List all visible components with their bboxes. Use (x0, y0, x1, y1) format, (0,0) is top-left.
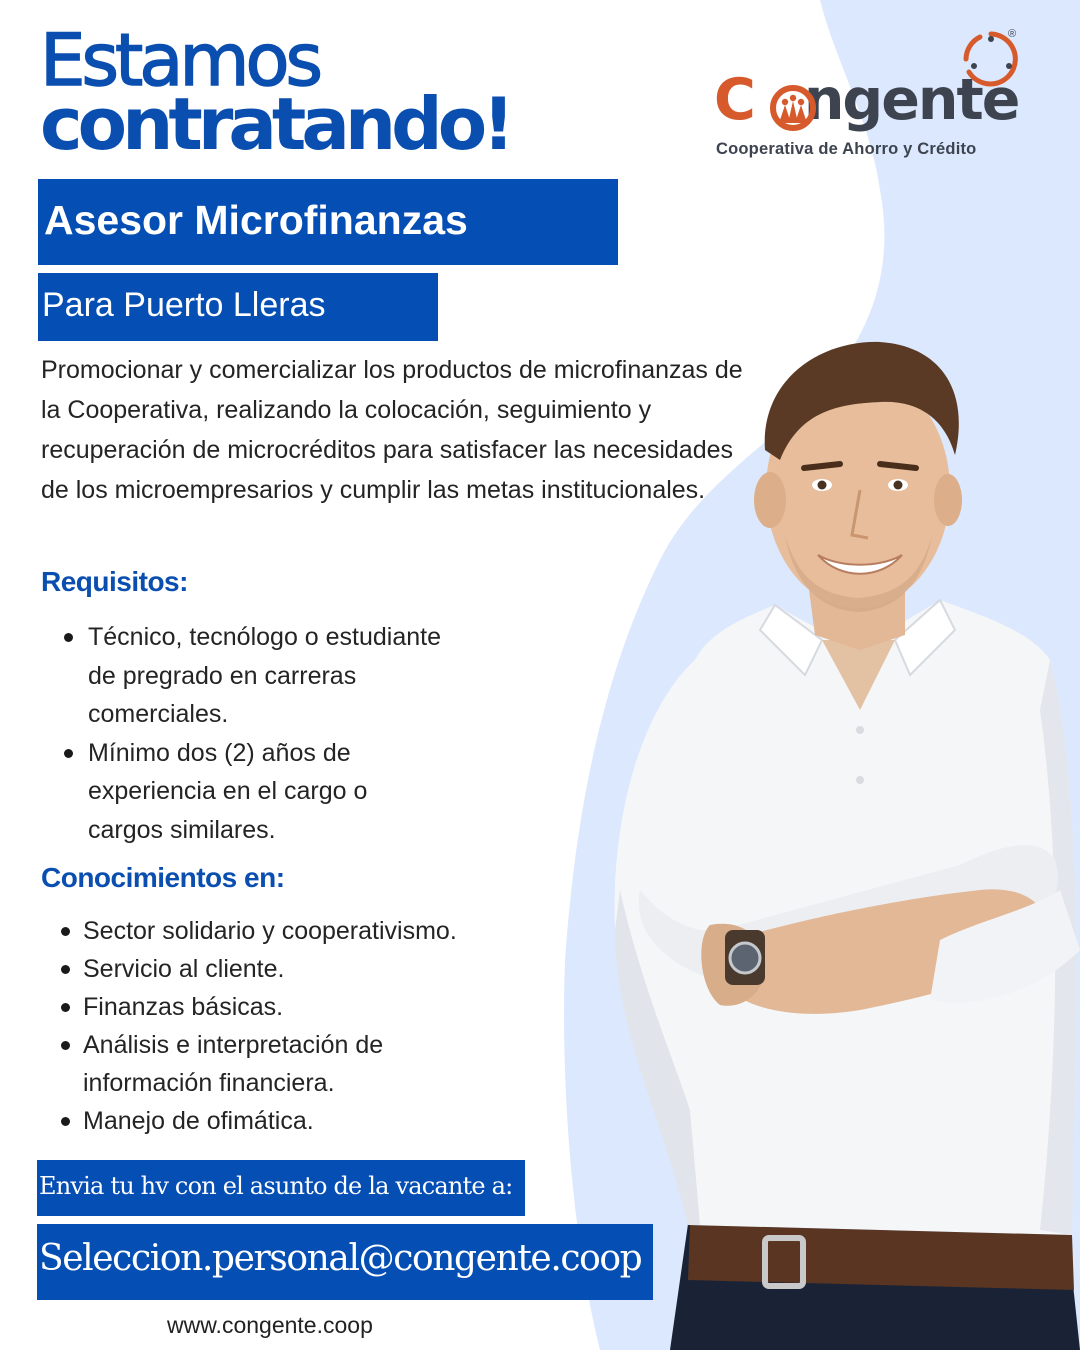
requirements-title: Requisitos: (41, 566, 188, 597)
location-label: Para Puerto Lleras (38, 273, 438, 341)
headline-line-2: contratando! (40, 82, 511, 166)
list-item: Técnico, tecnólogo o estudiante de pregrado en carreras comerciales. (88, 618, 448, 734)
list-item: Manejo de ofimática. (83, 1102, 503, 1140)
list-item: Servicio al cliente. (83, 950, 503, 988)
knowledge-title: Conocimientos en: (41, 862, 285, 893)
list-item: Análisis e interpretación de información financiera. (83, 1026, 503, 1102)
send-instructions: Envia tu hv con el asunto de la vacante a: (37, 1160, 525, 1216)
contact-email[interactable]: Seleccion.personal@congente.coop (37, 1224, 653, 1300)
list-item: Sector solidario y cooperativismo. (83, 912, 503, 950)
logo-name-rest: ngente (803, 67, 1019, 133)
role-title: Asesor Microfinanzas (38, 179, 618, 265)
job-description: Promocionar y comercializar los productos de microfinanzas de la Cooperativa, realizando la colocación, seguimiento y recuperación de microcréditos para satisfacer las necesidades de los microempresarios y cumplir las metas institucionales. (41, 356, 743, 504)
logo-wordmark (714, 68, 1018, 132)
company-logo (712, 28, 1032, 168)
website-link[interactable]: www.congente.coop (167, 1312, 373, 1338)
requirements-list (88, 618, 448, 849)
logo-subtitle: Cooperativa de Ahorro y Crédito (716, 140, 977, 158)
logo-letter-c: C (714, 67, 754, 133)
logo-people-icon (768, 83, 818, 133)
registered-mark: ® (1008, 28, 1017, 40)
headline (40, 18, 511, 166)
knowledge-list (83, 912, 503, 1140)
list-item: Finanzas básicas. (83, 988, 503, 1026)
person-photo (560, 330, 1080, 1350)
list-item: Mínimo dos (2) años de experiencia en el cargo o cargos similares. (88, 734, 448, 850)
headline-line-1: Estamos (40, 18, 320, 102)
